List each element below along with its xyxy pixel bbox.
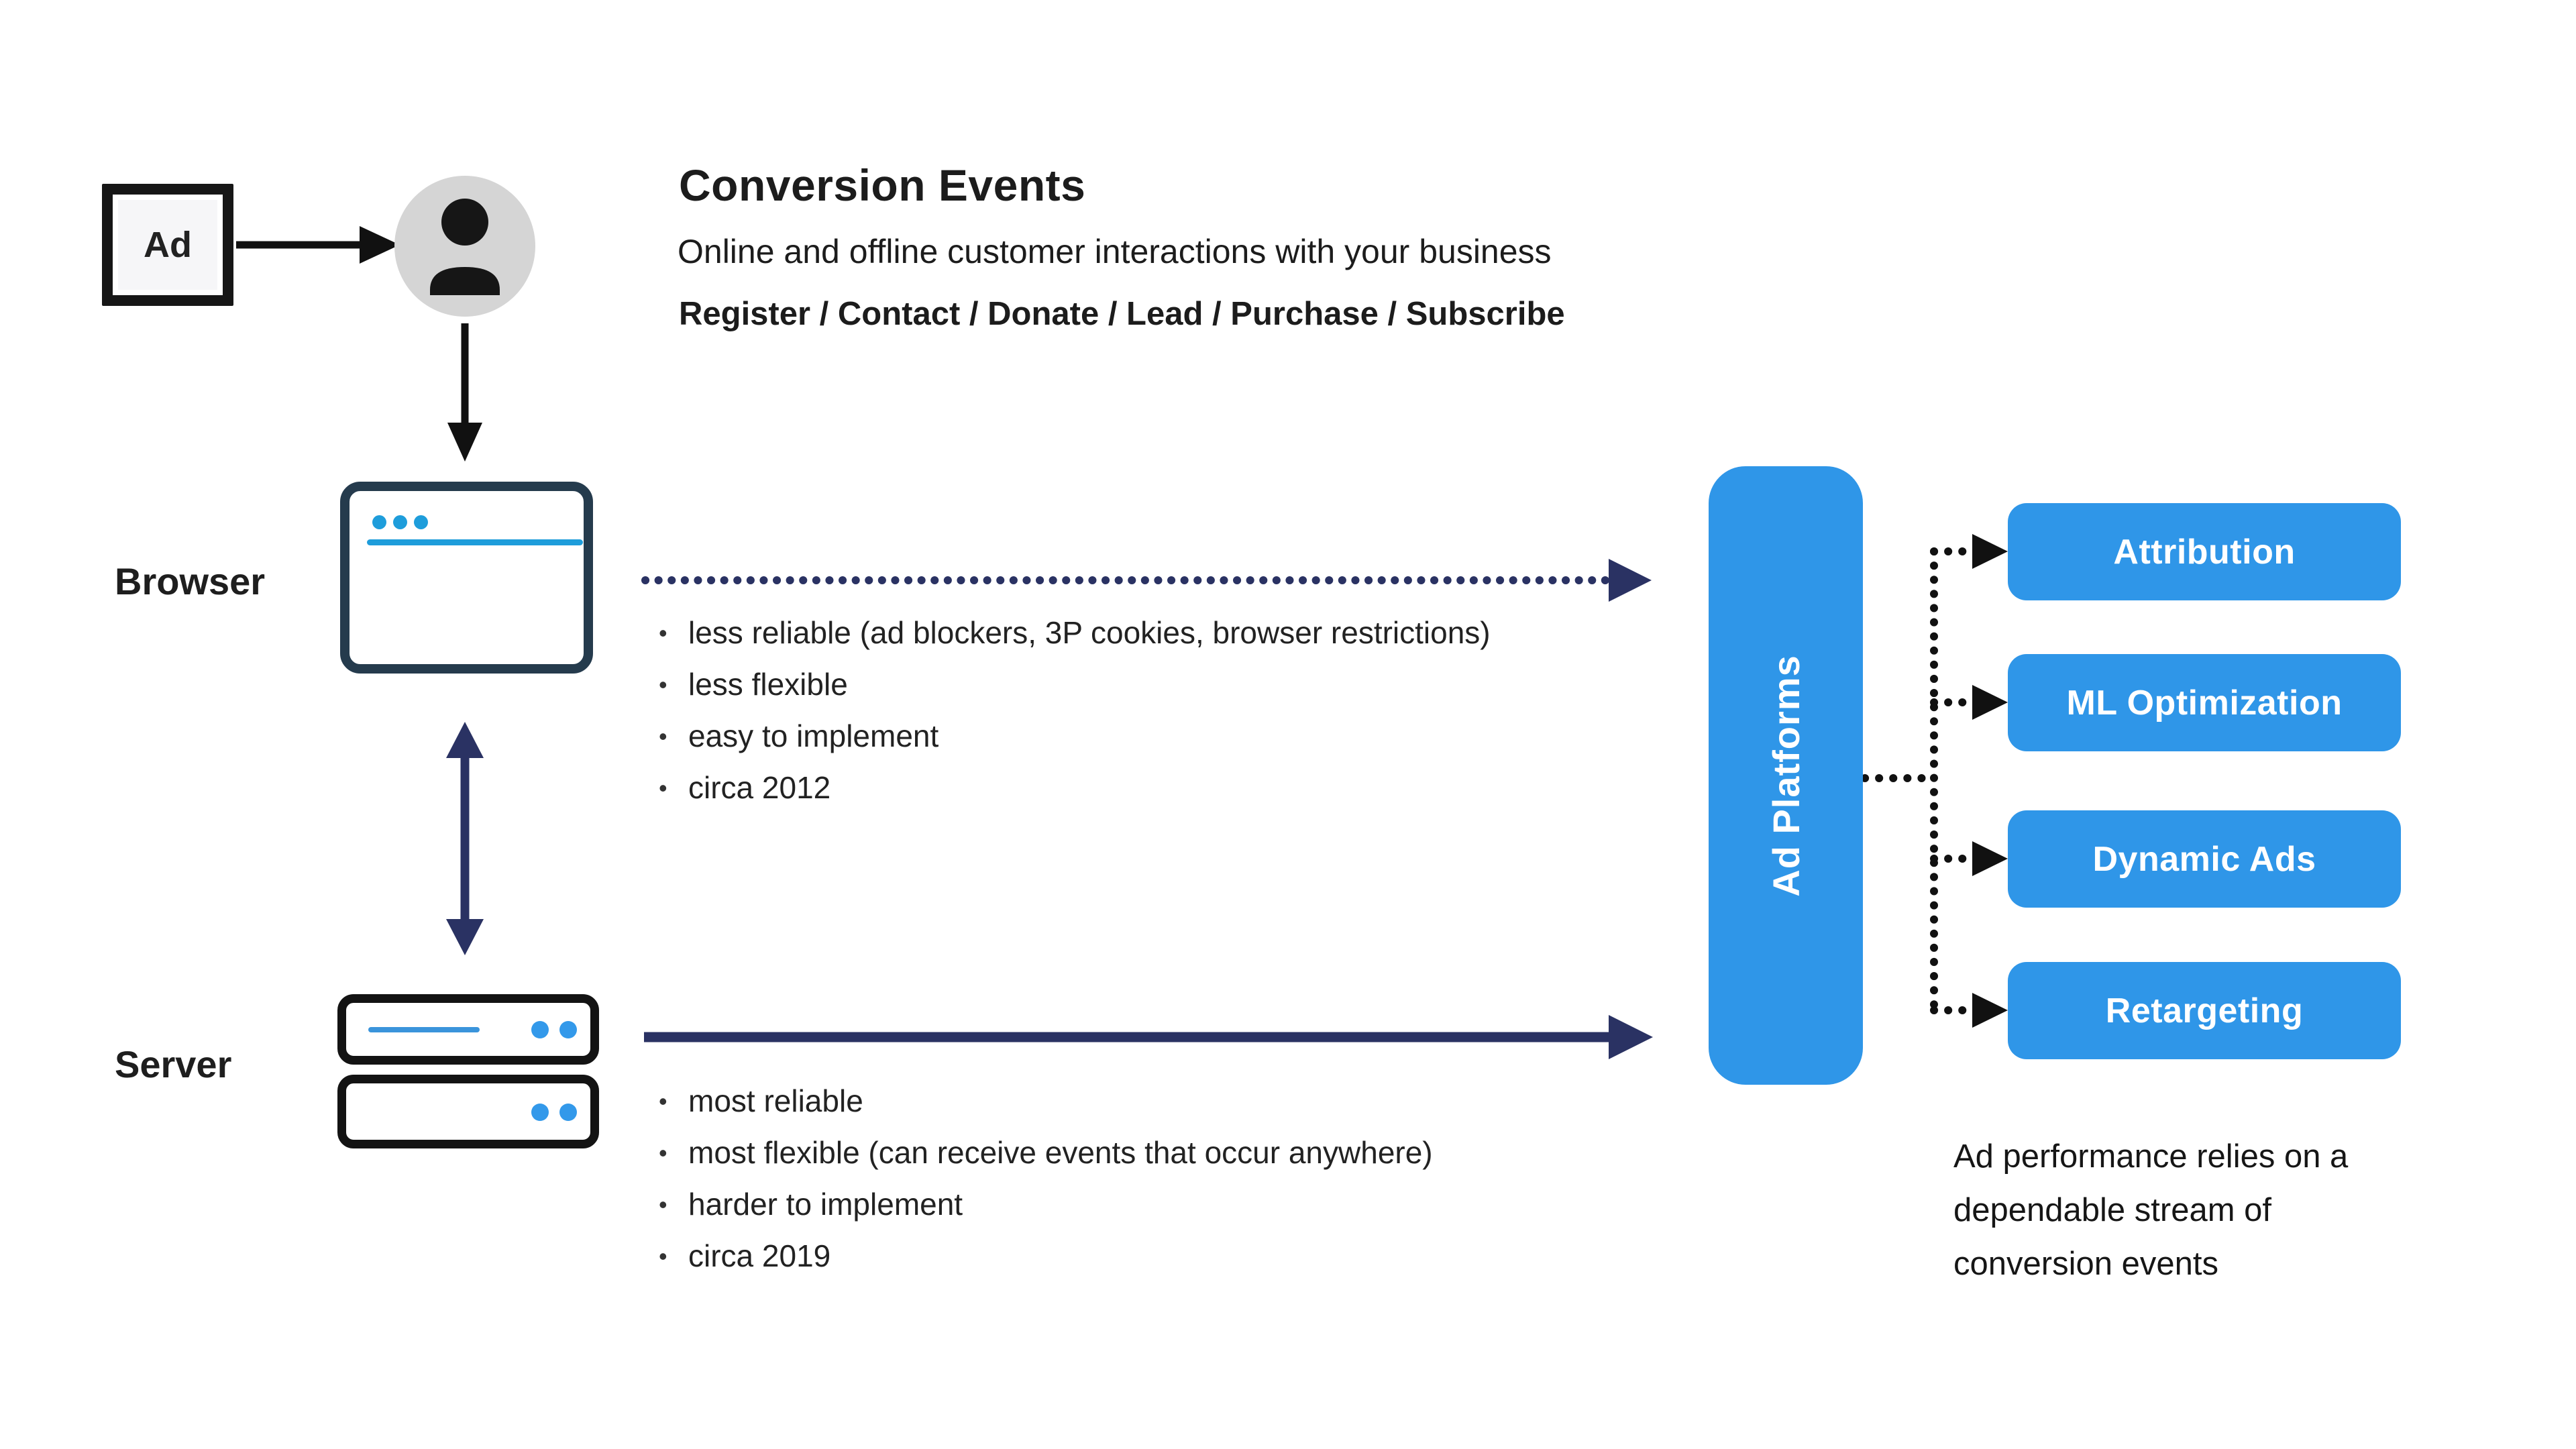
- bullet-item: • easy to implement: [656, 710, 1729, 762]
- page-title: Conversion Events: [679, 160, 1086, 210]
- bullet-item: • less flexible: [656, 659, 1729, 710]
- bullet-item: • harder to implement: [656, 1179, 1729, 1230]
- browser-dot-icon: [393, 515, 407, 529]
- arrow-ad-to-user: [236, 226, 400, 264]
- output-label: Dynamic Ads: [2092, 839, 2316, 879]
- server-bullet-list: [656, 1075, 1729, 1282]
- output-dynamic-ads: [2008, 810, 2401, 908]
- browser-dot-icon: [372, 515, 386, 529]
- user-icon: [394, 176, 535, 317]
- server-led-icon: [559, 1104, 577, 1121]
- page-subtitle: Online and offline customer interactions with your business: [678, 233, 1552, 270]
- output-ml-optimization: [2008, 654, 2401, 751]
- ad-platforms-label: Ad Platforms: [1764, 654, 1807, 897]
- connector-arrowheads: [1972, 534, 2008, 1028]
- ad-node: [102, 184, 233, 306]
- bullet-item: • less reliable (ad blockers, 3P cookies, browser restrictions): [656, 607, 1729, 659]
- conversion-event-types: Register / Contact / Donate / Lead / Purchase / Subscribe: [679, 296, 1565, 332]
- output-retargeting: [2008, 962, 2401, 1059]
- server-rack-icon-bottom: [337, 1075, 599, 1148]
- server-label: Server: [115, 1043, 232, 1085]
- output-attribution: [2008, 503, 2401, 600]
- server-led-icon: [531, 1021, 549, 1038]
- arrow-browser-server-bidirectional: [446, 722, 484, 955]
- browser-window-icon: [340, 482, 593, 674]
- server-slot-line: [368, 1027, 480, 1032]
- arrow-user-to-browser: [447, 323, 482, 462]
- performance-note: Ad performance relies on a dependable stream of conversion events: [1953, 1138, 2349, 1282]
- connector-platforms-to-outputs: [1865, 551, 1978, 1010]
- ad-node-label: Ad: [144, 225, 192, 265]
- server-led-icon: [559, 1021, 577, 1038]
- output-label: Retargeting: [2105, 991, 2304, 1030]
- browser-addressbar-line: [367, 539, 583, 545]
- bullet-item: • circa 2012: [656, 762, 1729, 814]
- output-label: Attribution: [2113, 532, 2296, 572]
- bullet-item: • most reliable: [656, 1075, 1729, 1127]
- browser-dot-icon: [414, 515, 428, 529]
- ad-platforms-node: [1709, 466, 1863, 1085]
- server-led-icon: [531, 1104, 549, 1121]
- arrow-server-to-platforms-solid: [644, 1015, 1653, 1059]
- bullet-item: • most flexible (can receive events that occur anywhere): [656, 1127, 1729, 1179]
- bullet-item: • circa 2019: [656, 1230, 1729, 1282]
- browser-bullet-list: [656, 607, 1729, 814]
- server-rack-icon-top: [337, 994, 599, 1065]
- output-label: ML Optimization: [2066, 683, 2343, 722]
- arrow-browser-to-platforms-dotted: [645, 559, 1652, 602]
- browser-label: Browser: [115, 560, 266, 602]
